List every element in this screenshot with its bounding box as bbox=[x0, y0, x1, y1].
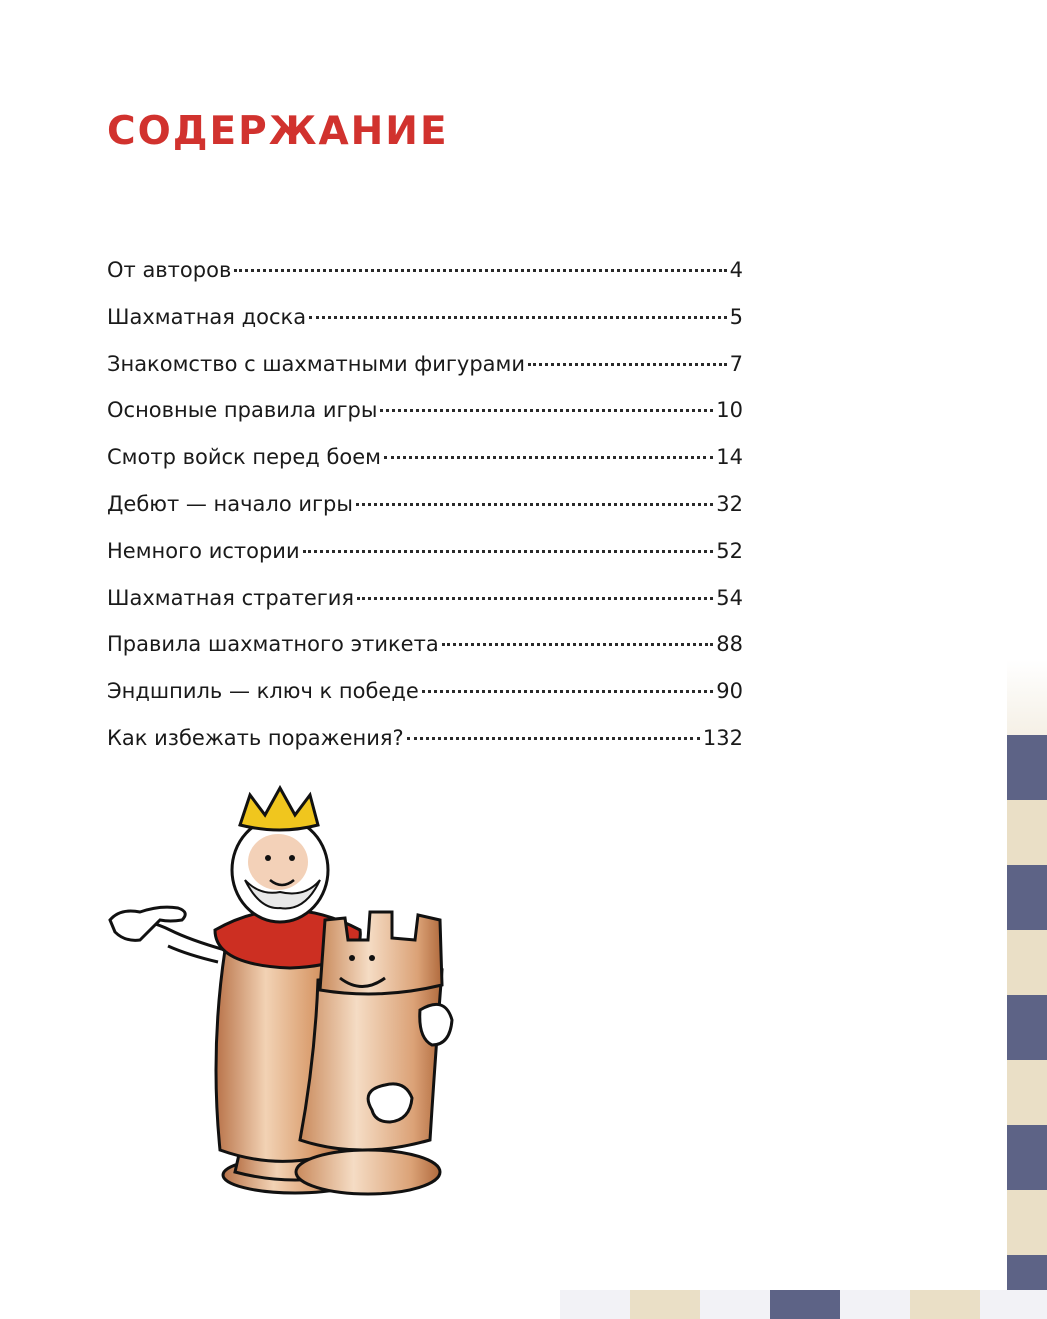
dot-leader bbox=[528, 363, 727, 366]
board-square bbox=[700, 1290, 770, 1319]
toc-entry-page-number: 132 bbox=[702, 725, 743, 750]
dot-leader bbox=[356, 503, 713, 506]
chessboard-edge-bottom bbox=[560, 1290, 1047, 1319]
board-square bbox=[980, 1290, 1047, 1319]
toc-entry bbox=[107, 305, 743, 352]
board-square bbox=[560, 1290, 630, 1319]
board-square bbox=[1007, 800, 1047, 865]
toc-entry-page-number: 52 bbox=[716, 538, 743, 563]
toc-entry bbox=[107, 258, 743, 305]
dot-leader bbox=[357, 597, 713, 600]
king-and-rook-cartoon-icon bbox=[100, 780, 460, 1210]
chessboard-edge-right bbox=[1007, 735, 1047, 1319]
toc-entry-title: Правила шахматного этикета bbox=[107, 632, 439, 657]
dot-leader bbox=[309, 316, 727, 319]
toc-entry-title: Основные правила игры bbox=[107, 398, 378, 423]
toc-entry-page-number: 90 bbox=[716, 679, 743, 704]
toc-entry bbox=[107, 632, 743, 679]
toc-entry-page-number: 7 bbox=[729, 351, 743, 376]
board-square bbox=[1007, 735, 1047, 800]
toc-entry-title: Эндшпиль — ключ к победе bbox=[107, 679, 419, 704]
toc-entry-title: Знакомство с шахматными фигурами bbox=[107, 351, 526, 376]
toc-entry-title: Дебют — начало игры bbox=[107, 491, 353, 516]
dot-leader bbox=[384, 456, 713, 459]
dot-leader bbox=[407, 737, 700, 740]
board-square bbox=[910, 1290, 980, 1319]
board-fade bbox=[1007, 660, 1047, 740]
board-square bbox=[840, 1290, 910, 1319]
toc-entry-page-number: 54 bbox=[716, 585, 743, 610]
board-square bbox=[770, 1290, 840, 1319]
toc-entry bbox=[107, 679, 743, 726]
toc-entry-page-number: 10 bbox=[716, 398, 743, 423]
toc-entry bbox=[107, 492, 743, 539]
toc-entry bbox=[107, 398, 743, 445]
board-square bbox=[1007, 930, 1047, 995]
page-title: СОДЕРЖАНИЕ bbox=[107, 109, 449, 154]
board-square bbox=[1007, 1190, 1047, 1255]
toc-entry bbox=[107, 445, 743, 492]
toc-entry-page-number: 32 bbox=[716, 491, 743, 516]
board-square bbox=[1007, 1060, 1047, 1125]
toc-entry-page-number: 88 bbox=[716, 632, 743, 657]
toc-entry-title: Немного истории bbox=[107, 538, 300, 563]
board-square bbox=[630, 1290, 700, 1319]
toc-entry bbox=[107, 726, 743, 773]
toc-entry-title: Шахматная стратегия bbox=[107, 585, 355, 610]
toc-entry bbox=[107, 352, 743, 399]
toc-entry-title: От авторов bbox=[107, 258, 232, 282]
board-square bbox=[1007, 995, 1047, 1060]
dot-leader bbox=[422, 690, 713, 693]
dot-leader bbox=[442, 643, 714, 646]
dot-leader bbox=[234, 269, 726, 272]
toc-entry bbox=[107, 586, 743, 633]
dot-leader bbox=[303, 550, 714, 553]
toc-entry-title: Как избежать поражения? bbox=[107, 725, 404, 750]
toc-entry bbox=[107, 539, 743, 586]
board-square bbox=[1007, 865, 1047, 930]
toc-entry-page-number: 5 bbox=[729, 304, 743, 329]
dot-leader bbox=[380, 409, 713, 412]
toc-entry-title: Смотр войск перед боем bbox=[107, 445, 382, 470]
board-square bbox=[1007, 1125, 1047, 1190]
toc-entry-page-number: 14 bbox=[716, 445, 743, 470]
table-of-contents bbox=[107, 258, 743, 773]
toc-entry-title: Шахматная доска bbox=[107, 304, 307, 329]
toc-entry-page-number: 4 bbox=[729, 258, 743, 282]
